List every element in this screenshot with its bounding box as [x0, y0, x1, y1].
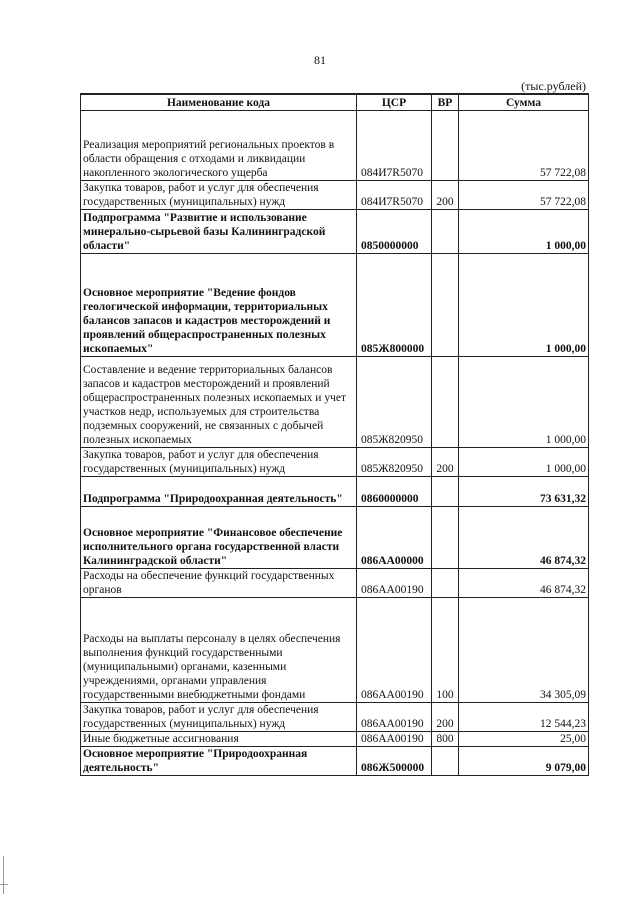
cell-vr: 200: [432, 448, 459, 477]
units-label: (тыс.рублей): [521, 79, 586, 93]
table-row: [81, 357, 589, 448]
table-row: [81, 507, 589, 569]
cell-sum: 9 079,00: [459, 747, 589, 776]
page-number: 81: [314, 53, 326, 67]
cell-csr: 084И7R5070: [357, 181, 432, 210]
cell-vr: [432, 747, 459, 776]
cell-name: Подпрограмма "Природоохранная деятельность": [81, 477, 357, 507]
cell-sum: 25,00: [459, 732, 589, 747]
table-row: [81, 181, 589, 210]
cell-csr: 086АА00190: [357, 703, 432, 732]
cell-sum: 46 874,32: [459, 569, 589, 598]
cell-name: Закупка товаров, работ и услуг для обеспечения государственных (муниципальных) нужд: [81, 448, 357, 477]
table-row: [81, 477, 589, 507]
budget-table: [80, 93, 589, 776]
table-row: [81, 747, 589, 776]
cell-csr: 086Ж500000: [357, 747, 432, 776]
cell-csr: 0860000000: [357, 477, 432, 507]
cell-vr: [432, 477, 459, 507]
cell-vr: [432, 569, 459, 598]
cell-sum: 46 874,32: [459, 507, 589, 569]
cell-csr: 0850000000: [357, 210, 432, 254]
cell-csr: 086АА00190: [357, 569, 432, 598]
cell-sum: 1 000,00: [459, 210, 589, 254]
cell-vr: [432, 111, 459, 181]
cell-sum: 12 544,23: [459, 703, 589, 732]
cell-name: Основное мероприятие "Финансовое обеспечение исполнительного органа государственной власти Калининградской области": [81, 507, 357, 569]
table-row: [81, 111, 589, 181]
cell-sum: 34 305,09: [459, 598, 589, 703]
cell-sum: 1 000,00: [459, 357, 589, 448]
cell-csr: 085Ж820950: [357, 357, 432, 448]
cell-vr: 200: [432, 181, 459, 210]
cell-name: Закупка товаров, работ и услуг для обеспечения государственных (муниципальных) нужд: [81, 703, 357, 732]
cell-vr: [432, 210, 459, 254]
table-row: [81, 448, 589, 477]
cell-name: Основное мероприятие "Природоохранная деятельность": [81, 747, 357, 776]
table-header-row: [81, 94, 589, 111]
table-row: [81, 254, 589, 357]
header-name: Наименование кода: [81, 94, 357, 111]
cell-vr: 800: [432, 732, 459, 747]
table-row: [81, 703, 589, 732]
cell-name: Реализация мероприятий региональных проектов в области обращения с отходами и ликвидации накопленного экологического ущерба: [81, 111, 357, 181]
cell-name: Закупка товаров, работ и услуг для обеспечения государственных (муниципальных) нужд: [81, 181, 357, 210]
cell-name: Иные бюджетные ассигнования: [81, 732, 357, 747]
cell-vr: [432, 357, 459, 448]
cell-sum: 73 631,32: [459, 477, 589, 507]
cell-name: Подпрограмма "Развитие и использование минерально-сырьевой базы Калининградской области": [81, 210, 357, 254]
cell-csr: 085Ж820950: [357, 448, 432, 477]
scan-edge-mark: [3, 856, 4, 894]
header-csr: ЦСР: [357, 94, 432, 111]
table-row: [81, 598, 589, 703]
table-row: [81, 732, 589, 747]
cell-sum: 57 722,08: [459, 111, 589, 181]
header-vr: ВР: [432, 94, 459, 111]
table-row: [81, 569, 589, 598]
cell-vr: [432, 507, 459, 569]
cell-csr: 084И7R5070: [357, 111, 432, 181]
cell-vr: 200: [432, 703, 459, 732]
cell-csr: 086АА00000: [357, 507, 432, 569]
cell-csr: 086АА00190: [357, 598, 432, 703]
scan-edge-mark: [0, 884, 8, 885]
cell-name: Составление и ведение территориальных балансов запасов и кадастров месторождений и проявлений общераспространенных полезных ископаемых и учет участков недр, используемых для строительства подземных сооружений, не связанных с добычей полезных ископаемых: [81, 357, 357, 448]
cell-sum: 1 000,00: [459, 254, 589, 357]
cell-csr: 086АА00190: [357, 732, 432, 747]
cell-vr: 100: [432, 598, 459, 703]
cell-sum: 1 000,00: [459, 448, 589, 477]
cell-name: Основное мероприятие "Ведение фондов геологической информации, территориальных балансов запасов и кадастров месторождений и проявлений общераспространенных полезных ископаемых": [81, 254, 357, 357]
cell-vr: [432, 254, 459, 357]
cell-sum: 57 722,08: [459, 181, 589, 210]
cell-name: Расходы на обеспечение функций государственных органов: [81, 569, 357, 598]
table-row: [81, 210, 589, 254]
header-sum: Сумма: [459, 94, 589, 111]
cell-name: Расходы на выплаты персоналу в целях обеспечения выполнения функций государственными (муниципальными) органами, казенными учреждениями, органами управления государственными внебюджетными фондами: [81, 598, 357, 703]
cell-csr: 085Ж800000: [357, 254, 432, 357]
